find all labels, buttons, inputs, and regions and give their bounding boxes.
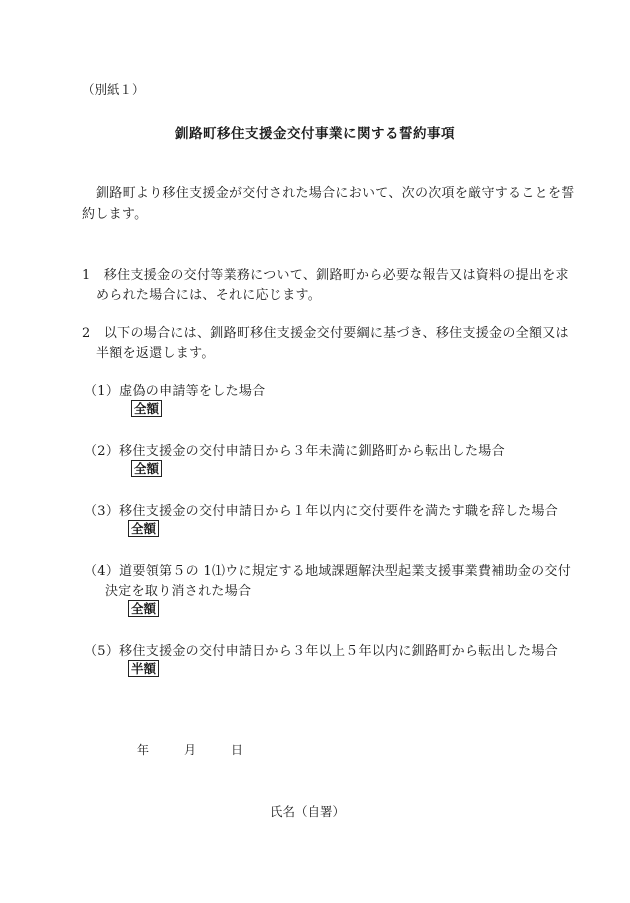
intro-line-2: 約します。 xyxy=(82,207,148,222)
case-2-text: （2）移住支援金の交付申請日から３年未満に釧路町から転出した場合 xyxy=(84,444,505,459)
case-4-badge: 全額 xyxy=(128,600,159,617)
item-1-line-2: められた場合には、それに応じます。 xyxy=(96,288,322,303)
item-2-line-2: 半額を返還します。 xyxy=(96,346,215,361)
case-4-text-line-2: 決定を取り消された場合 xyxy=(105,584,252,599)
case-5-text: （5）移住支援金の交付申請日から３年以上５年以内に釧路町から転出した場合 xyxy=(84,644,559,659)
item-2-line-1: 2 以下の場合には、釧路町移住支援金交付要綱に基づき、移住支援金の全額又は xyxy=(82,326,569,341)
case-5-badge: 半額 xyxy=(128,660,159,677)
case-2-badge: 全額 xyxy=(131,460,162,477)
case-3-text: （3）移住支援金の交付申請日から１年以内に交付要件を満たす職を辞した場合 xyxy=(84,504,559,519)
signature-label: 氏名（自署） xyxy=(270,804,346,819)
annex-label: （別紙１） xyxy=(82,82,145,97)
case-4-text: （4）道要領第５の 1⑴ウに規定する地域課題解決型起業支援事業費補助金の交付 xyxy=(84,564,572,579)
item-1-line-1: 1 移住支援金の交付等業務について、釧路町から必要な報告又は資料の提出を求 xyxy=(82,268,569,283)
date-year-label: 年 xyxy=(137,743,150,757)
date-month-label: 月 xyxy=(184,743,197,757)
case-3-badge: 全額 xyxy=(128,520,159,537)
case-1-badge: 全額 xyxy=(131,400,162,417)
intro-line-1: 釧路町より移住支援金が交付された場合において、次の次項を厳守することを誓 xyxy=(96,186,575,201)
date-day-label: 日 xyxy=(231,743,244,757)
document-title: 釧路町移住支援金交付事業に関する誓約事項 xyxy=(175,126,455,142)
case-1-text: （1）虚偽の申請等をした場合 xyxy=(84,384,266,399)
